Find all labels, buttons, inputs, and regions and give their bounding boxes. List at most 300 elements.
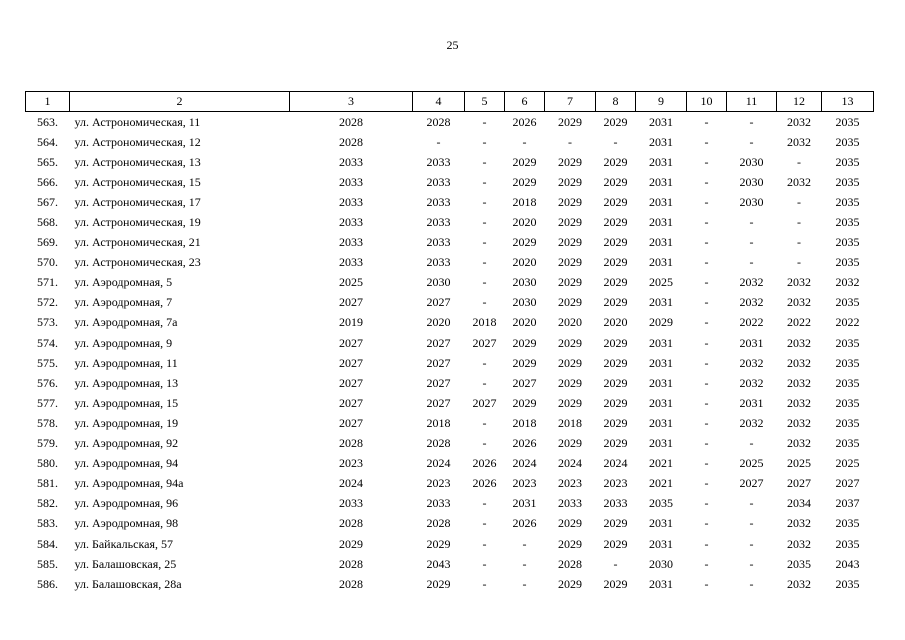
address-cell: ул. Балашовская, 25 xyxy=(74,556,177,571)
year-cell: 2035 xyxy=(649,496,673,511)
row-number-cell: 565. xyxy=(37,154,58,169)
year-cell: 2029 xyxy=(603,174,628,189)
year-cell: 2029 xyxy=(558,114,582,129)
year-cell: 2031 xyxy=(649,576,673,591)
year-cell: 2029 xyxy=(426,536,451,551)
year-cell: 2029 xyxy=(558,375,582,390)
address-cell: ул. Астрономическая, 17 xyxy=(74,194,201,209)
column-header-4: 4 xyxy=(413,92,465,112)
year-cell: - xyxy=(704,315,709,330)
year-cell: - xyxy=(613,556,618,571)
year-cell: 2032 xyxy=(739,275,764,290)
year-cell: - xyxy=(522,576,527,591)
year-cell: 2029 xyxy=(603,194,628,209)
year-cell: 2027 xyxy=(426,395,451,410)
table-row xyxy=(26,434,874,454)
year-cell: 2032 xyxy=(787,436,811,451)
year-cell: - xyxy=(797,154,801,169)
column-header-13: 13 xyxy=(822,92,874,112)
address-cell: ул. Астрономическая, 21 xyxy=(74,235,201,250)
year-cell: 2027 xyxy=(339,375,363,390)
column-header-12: 12 xyxy=(777,92,822,112)
year-cell: 2029 xyxy=(558,194,582,209)
year-cell: - xyxy=(436,134,441,149)
year-cell: 2029 xyxy=(558,536,582,551)
year-cell: 2018 xyxy=(558,415,582,430)
year-cell: 2027 xyxy=(472,335,497,350)
year-cell: 2027 xyxy=(426,335,451,350)
year-cell: - xyxy=(704,576,709,591)
year-cell: 2031 xyxy=(649,295,673,310)
address-cell: ул. Аэродромная, 9 xyxy=(74,335,173,350)
year-cell: 2031 xyxy=(649,194,673,209)
year-cell: 2035 xyxy=(835,436,860,451)
year-cell: 2033 xyxy=(426,215,451,230)
year-cell: 2029 xyxy=(603,436,628,451)
year-cell: 2028 xyxy=(339,516,363,531)
table-row xyxy=(26,212,874,232)
year-cell: 2032 xyxy=(787,576,811,591)
table-row xyxy=(26,152,874,172)
year-cell: - xyxy=(704,174,709,189)
year-cell: 2023 xyxy=(339,456,363,471)
year-cell: 2031 xyxy=(649,536,673,551)
year-cell: - xyxy=(482,154,487,169)
year-cell: 2018 xyxy=(426,415,451,430)
year-cell: 2031 xyxy=(649,436,673,451)
year-cell: 2029 xyxy=(512,395,537,410)
year-cell: - xyxy=(797,194,801,209)
year-cell: 2023 xyxy=(558,476,582,491)
year-cell: - xyxy=(522,556,527,571)
year-cell: 2031 xyxy=(649,215,673,230)
year-cell: 2024 xyxy=(512,456,537,471)
year-cell: 2029 xyxy=(603,355,628,370)
year-cell: 2035 xyxy=(835,174,860,189)
address-cell: ул. Аэродромная, 11 xyxy=(74,355,178,370)
address-cell: ул. Астрономическая, 19 xyxy=(74,215,201,230)
year-cell: 2031 xyxy=(739,335,764,350)
year-cell: 2033 xyxy=(339,174,363,189)
column-header-11: 11 xyxy=(727,92,777,112)
year-cell: 2026 xyxy=(472,476,497,491)
year-cell: 2029 xyxy=(512,335,537,350)
year-cell: - xyxy=(797,235,801,250)
year-cell: 2024 xyxy=(426,456,451,471)
year-cell: 2029 xyxy=(603,395,628,410)
year-cell: 2043 xyxy=(835,556,860,571)
year-cell: - xyxy=(704,275,709,290)
year-cell: 2028 xyxy=(339,134,363,149)
year-cell: 2035 xyxy=(835,215,860,230)
year-cell: - xyxy=(613,134,618,149)
year-cell: 2032 xyxy=(787,395,811,410)
column-header-10: 10 xyxy=(687,92,727,112)
table-row xyxy=(26,112,874,133)
year-cell: 2033 xyxy=(426,255,451,270)
year-cell: 2023 xyxy=(512,476,537,491)
year-cell: 2033 xyxy=(339,255,363,270)
year-cell: 2032 xyxy=(787,375,811,390)
year-cell: 2032 xyxy=(787,174,811,189)
row-number-cell: 571. xyxy=(37,275,58,290)
year-cell: 2019 xyxy=(339,315,363,330)
year-cell: 2027 xyxy=(339,415,363,430)
year-cell: 2035 xyxy=(835,536,860,551)
year-cell: 2032 xyxy=(835,275,860,290)
year-cell: 2027 xyxy=(339,395,363,410)
year-cell: 2021 xyxy=(649,456,673,471)
year-cell: 2035 xyxy=(835,516,860,531)
year-cell: 2032 xyxy=(787,275,811,290)
row-number-cell: 568. xyxy=(37,215,58,230)
year-cell: 2029 xyxy=(603,536,628,551)
year-cell: 2031 xyxy=(649,154,673,169)
year-cell: 2034 xyxy=(787,496,811,511)
row-number-cell: 579. xyxy=(37,436,58,451)
address-cell: ул. Балашовская, 28а xyxy=(74,576,182,591)
column-header-6: 6 xyxy=(505,92,545,112)
year-cell: - xyxy=(704,415,709,430)
year-cell: - xyxy=(482,536,487,551)
year-cell: - xyxy=(522,536,527,551)
column-header-9: 9 xyxy=(636,92,687,112)
year-cell: 2029 xyxy=(603,154,628,169)
address-cell: ул. Астрономическая, 12 xyxy=(74,134,201,149)
column-header-1: 1 xyxy=(26,92,70,112)
year-cell: 2031 xyxy=(649,375,673,390)
year-cell: - xyxy=(704,335,709,350)
row-number-cell: 575. xyxy=(37,355,58,370)
year-cell: - xyxy=(749,496,754,511)
page-number: 25 xyxy=(446,38,459,52)
year-cell: 2029 xyxy=(558,275,582,290)
row-number-cell: 584. xyxy=(37,536,58,551)
year-cell: 2031 xyxy=(649,335,673,350)
year-cell: 2031 xyxy=(649,395,673,410)
address-cell: ул. Астрономическая, 23 xyxy=(74,255,201,270)
row-number-cell: 570. xyxy=(37,255,58,270)
year-cell: 2035 xyxy=(835,335,860,350)
year-cell: 2029 xyxy=(558,174,582,189)
year-cell: - xyxy=(482,375,487,390)
year-cell: 2032 xyxy=(787,295,811,310)
year-cell: 2037 xyxy=(835,496,860,511)
year-cell: - xyxy=(482,496,487,511)
year-cell: - xyxy=(704,496,709,511)
table-row xyxy=(26,373,874,393)
year-cell: 2029 xyxy=(512,235,537,250)
year-cell: 2033 xyxy=(339,235,363,250)
year-cell: 2028 xyxy=(339,556,363,571)
address-cell: ул. Аэродромная, 94а xyxy=(74,476,184,491)
year-cell: - xyxy=(704,375,709,390)
year-cell: - xyxy=(704,456,709,471)
year-cell: 2029 xyxy=(558,154,582,169)
year-cell: 2032 xyxy=(739,355,764,370)
header-row xyxy=(26,92,874,112)
year-cell: 2035 xyxy=(835,415,860,430)
year-cell: 2033 xyxy=(426,194,451,209)
year-cell: - xyxy=(482,556,487,571)
year-cell: - xyxy=(704,355,709,370)
year-cell: 2029 xyxy=(512,154,537,169)
table-row xyxy=(26,132,874,152)
year-cell: 2029 xyxy=(426,576,451,591)
year-cell: 2022 xyxy=(739,315,764,330)
row-number-cell: 574. xyxy=(37,335,58,350)
year-cell: 2032 xyxy=(787,516,811,531)
year-cell: 2029 xyxy=(603,295,628,310)
year-cell: 2035 xyxy=(835,576,860,591)
table-row xyxy=(26,574,874,594)
row-number-cell: 573. xyxy=(37,315,58,330)
address-cell: ул. Байкальская, 57 xyxy=(74,536,173,551)
row-number-cell: 581. xyxy=(37,476,58,491)
year-cell: 2031 xyxy=(649,516,673,531)
year-cell: 2033 xyxy=(558,496,582,511)
year-cell: 2024 xyxy=(558,456,582,471)
year-cell: - xyxy=(704,215,709,230)
year-cell: 2029 xyxy=(603,335,628,350)
address-cell: ул. Аэродромная, 13 xyxy=(74,375,179,390)
year-cell: 2030 xyxy=(649,556,673,571)
year-cell: 2018 xyxy=(512,194,537,209)
year-cell: 2028 xyxy=(426,516,451,531)
year-cell: 2028 xyxy=(426,114,451,129)
row-number-cell: 569. xyxy=(37,235,58,250)
year-cell: 2018 xyxy=(512,415,537,430)
year-cell: 2031 xyxy=(649,114,673,129)
address-cell: ул. Астрономическая, 13 xyxy=(74,154,201,169)
column-header-3: 3 xyxy=(290,92,413,112)
year-cell: 2027 xyxy=(512,375,537,390)
year-cell: 2020 xyxy=(512,255,537,270)
year-cell: 2025 xyxy=(787,456,811,471)
year-cell: 2030 xyxy=(739,194,764,209)
year-cell: 2031 xyxy=(649,235,673,250)
year-cell: 2029 xyxy=(512,174,537,189)
table-row xyxy=(26,514,874,534)
year-cell: 2029 xyxy=(558,235,582,250)
year-cell: 2022 xyxy=(835,315,860,330)
table-row xyxy=(26,273,874,293)
address-cell: ул. Аэродромная, 15 xyxy=(74,395,179,410)
year-cell: - xyxy=(522,134,527,149)
address-cell: ул. Аэродромная, 7а xyxy=(74,315,178,330)
year-cell: 2035 xyxy=(835,154,860,169)
year-cell: 2025 xyxy=(739,456,764,471)
table-row xyxy=(26,333,874,353)
year-cell: - xyxy=(704,516,709,531)
year-cell: - xyxy=(482,355,487,370)
table-row xyxy=(26,233,874,253)
year-cell: 2025 xyxy=(835,456,860,471)
year-cell: 2029 xyxy=(603,415,628,430)
year-cell: 2031 xyxy=(739,395,764,410)
year-cell: 2026 xyxy=(512,436,537,451)
year-cell: 2033 xyxy=(339,194,363,209)
year-cell: 2028 xyxy=(339,576,363,591)
year-cell: 2031 xyxy=(649,134,673,149)
year-cell: - xyxy=(482,235,487,250)
column-header-2: 2 xyxy=(70,92,290,112)
year-cell: 2029 xyxy=(649,315,673,330)
row-number-cell: 577. xyxy=(37,395,58,410)
table-row xyxy=(26,353,874,373)
year-cell: 2020 xyxy=(426,315,451,330)
year-cell: 2025 xyxy=(339,275,363,290)
row-number-cell: 582. xyxy=(37,496,58,511)
year-cell: 2032 xyxy=(787,134,811,149)
year-cell: - xyxy=(704,134,709,149)
year-cell: - xyxy=(482,215,487,230)
year-cell: 2033 xyxy=(426,154,451,169)
year-cell: 2033 xyxy=(426,174,451,189)
year-cell: 2032 xyxy=(787,335,811,350)
year-cell: - xyxy=(482,255,487,270)
row-number-cell: 585. xyxy=(37,556,58,571)
year-cell: 2033 xyxy=(339,496,363,511)
row-number-cell: 580. xyxy=(37,456,58,471)
year-cell: 2029 xyxy=(558,355,582,370)
year-cell: 2031 xyxy=(649,355,673,370)
year-cell: 2035 xyxy=(835,235,860,250)
year-cell: 2029 xyxy=(603,215,628,230)
schedule-table xyxy=(25,91,874,594)
table-row xyxy=(26,554,874,574)
row-number-cell: 586. xyxy=(37,576,58,591)
year-cell: 2027 xyxy=(426,295,451,310)
year-cell: 2035 xyxy=(835,375,860,390)
year-cell: - xyxy=(482,275,487,290)
year-cell: 2029 xyxy=(603,576,628,591)
year-cell: 2026 xyxy=(512,114,537,129)
address-cell: ул. Аэродромная, 98 xyxy=(74,516,179,531)
year-cell: - xyxy=(749,215,754,230)
year-cell: 2043 xyxy=(426,556,451,571)
table-row xyxy=(26,534,874,554)
year-cell: - xyxy=(482,516,487,531)
year-cell: 2029 xyxy=(603,275,628,290)
year-cell: 2029 xyxy=(603,375,628,390)
year-cell: - xyxy=(749,536,754,551)
year-cell: 2031 xyxy=(649,415,673,430)
year-cell: 2027 xyxy=(339,355,363,370)
year-cell: - xyxy=(749,556,754,571)
address-cell: ул. Астрономическая, 11 xyxy=(74,114,201,129)
row-number-cell: 578. xyxy=(37,415,58,430)
year-cell: 2023 xyxy=(603,476,628,491)
table-row xyxy=(26,313,874,333)
year-cell: 2027 xyxy=(787,476,811,491)
year-cell: 2020 xyxy=(558,315,582,330)
year-cell: 2029 xyxy=(558,335,582,350)
year-cell: - xyxy=(482,194,487,209)
year-cell: 2029 xyxy=(558,295,582,310)
year-cell: - xyxy=(749,436,754,451)
year-cell: 2029 xyxy=(603,114,628,129)
year-cell: - xyxy=(704,194,709,209)
year-cell: - xyxy=(749,516,754,531)
year-cell: 2029 xyxy=(558,576,582,591)
year-cell: 2033 xyxy=(426,235,451,250)
year-cell: 2035 xyxy=(787,556,811,571)
year-cell: 2027 xyxy=(426,355,451,370)
year-cell: - xyxy=(749,235,754,250)
year-cell: 2035 xyxy=(835,194,860,209)
address-cell: ул. Аэродромная, 7 xyxy=(74,295,173,310)
year-cell: 2031 xyxy=(512,496,537,511)
year-cell: 2033 xyxy=(339,215,363,230)
year-cell: 2029 xyxy=(603,516,628,531)
year-cell: 2029 xyxy=(558,436,582,451)
address-cell: ул. Аэродромная, 5 xyxy=(74,275,173,290)
year-cell: 2027 xyxy=(339,295,363,310)
year-cell: 2032 xyxy=(787,415,811,430)
year-cell: - xyxy=(482,134,487,149)
year-cell: 2028 xyxy=(558,556,582,571)
table-row xyxy=(26,393,874,413)
year-cell: 2021 xyxy=(649,476,673,491)
table-row xyxy=(26,494,874,514)
year-cell: - xyxy=(704,476,709,491)
table-row xyxy=(26,454,874,474)
year-cell: 2022 xyxy=(787,315,811,330)
year-cell: 2027 xyxy=(835,476,860,491)
year-cell: 2028 xyxy=(339,114,363,129)
year-cell: 2032 xyxy=(787,536,811,551)
year-cell: 2020 xyxy=(603,315,628,330)
year-cell: - xyxy=(704,395,709,410)
year-cell: 2035 xyxy=(835,355,860,370)
year-cell: 2032 xyxy=(739,295,764,310)
year-cell: - xyxy=(749,576,754,591)
year-cell: 2033 xyxy=(426,496,451,511)
year-cell: 2029 xyxy=(558,516,582,531)
table-row xyxy=(26,253,874,273)
year-cell: 2032 xyxy=(739,375,764,390)
year-cell: 2024 xyxy=(603,456,628,471)
year-cell: 2030 xyxy=(512,295,537,310)
year-cell: 2018 xyxy=(472,315,497,330)
year-cell: 2029 xyxy=(339,536,363,551)
year-cell: - xyxy=(749,255,754,270)
year-cell: 2030 xyxy=(426,275,451,290)
address-cell: ул. Аэродромная, 92 xyxy=(74,436,179,451)
year-cell: 2032 xyxy=(787,355,811,370)
year-cell: 2030 xyxy=(739,154,764,169)
table-row xyxy=(26,293,874,313)
year-cell: - xyxy=(797,215,801,230)
year-cell: - xyxy=(749,114,754,129)
year-cell: 2029 xyxy=(512,355,537,370)
year-cell: - xyxy=(704,556,709,571)
address-cell: ул. Аэродромная, 19 xyxy=(74,415,179,430)
table-row xyxy=(26,413,874,433)
year-cell: 2033 xyxy=(339,154,363,169)
address-cell: ул. Аэродромная, 96 xyxy=(74,496,179,511)
year-cell: 2032 xyxy=(787,114,811,129)
year-cell: 2032 xyxy=(739,415,764,430)
year-cell: 2027 xyxy=(472,395,497,410)
year-cell: - xyxy=(704,255,709,270)
year-cell: 2028 xyxy=(426,436,451,451)
year-cell: 2030 xyxy=(512,275,537,290)
year-cell: 2028 xyxy=(339,436,363,451)
table-row xyxy=(26,192,874,212)
year-cell: 2035 xyxy=(835,114,860,129)
